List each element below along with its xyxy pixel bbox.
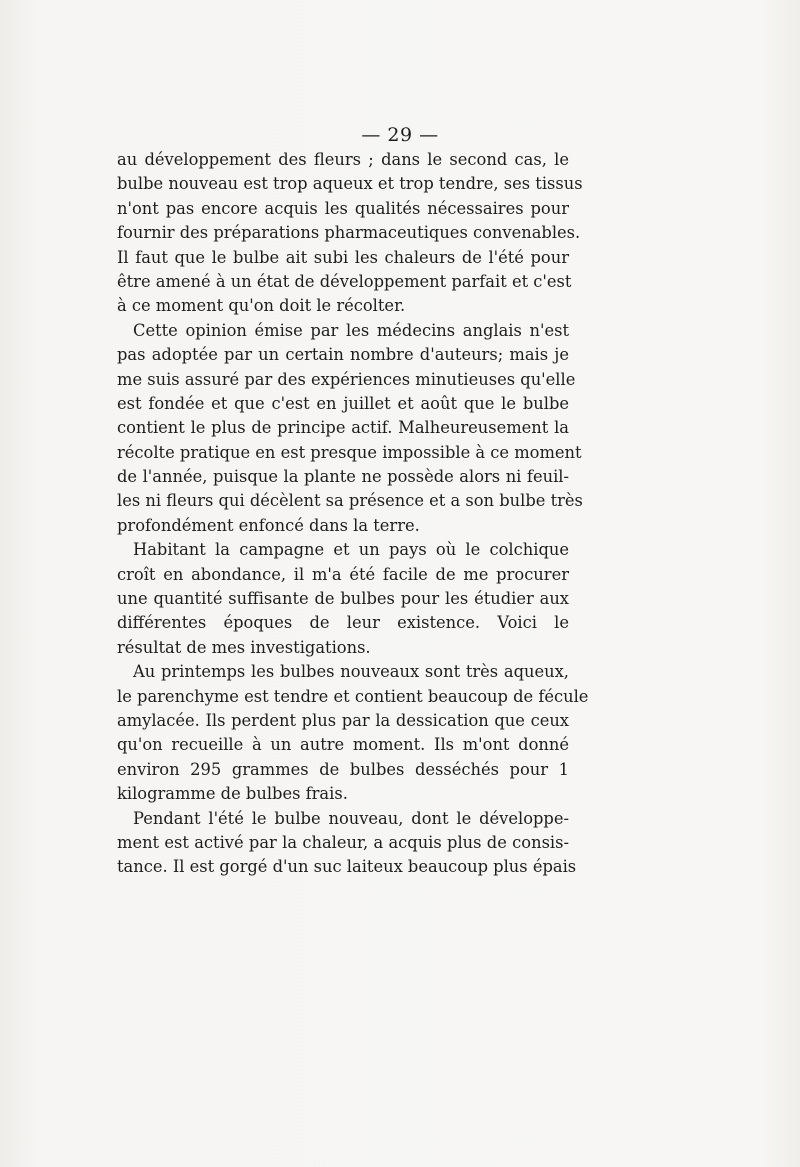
text-line: le parenchyme est tendre et contient beaucoup de fécule (117, 686, 589, 706)
text-line: croît en abondance, il m'a été facile de me procurer (117, 564, 569, 584)
text-line: tance. Il est gorgé d'un suc laiteux beaucoup plus épais (117, 857, 577, 877)
text-line: amylacée. Ils perdent plus par la dessication que ceux (117, 710, 569, 730)
text-line: Pendant l'été le bulbe nouveau, dont le développe- (133, 808, 569, 828)
text-line: qu'on recueille à un autre moment. Ils m'ont donné (117, 735, 569, 755)
page-number: — 29 — (361, 124, 439, 146)
text-line: kilogramme de bulbes frais. (117, 784, 348, 804)
text-line: de l'année, puisque la plante ne possède alors ni feuil- (117, 467, 569, 487)
text-line: récolte pratique en est presque impossible à ce moment (117, 442, 582, 462)
text-line: à ce moment qu'on doit le récolter. (117, 296, 406, 316)
text-line: Il faut que le bulbe ait subi les chaleurs de l'été pour (117, 247, 569, 267)
text-line: profondément enfoncé dans la terre. (117, 515, 420, 535)
paragraph-3 (117, 538, 569, 660)
paragraph-2 (117, 319, 583, 539)
text-line: au développement des fleurs ; dans le second cas, le (117, 150, 569, 169)
text-line: résultat de mes investigations. (117, 637, 371, 657)
paragraph-5 (117, 807, 577, 880)
text-line: n'ont pas encore acquis les qualités nécessaires pour (117, 198, 569, 218)
text-line: différentes époques de leur existence. Voici le (117, 613, 569, 633)
text-line: me suis assuré par des expériences minutieuses qu'elle (117, 369, 576, 389)
text-line: ment est activé par la chaleur, a acquis plus de consis- (117, 832, 569, 852)
text-line: une quantité suffisante de bulbes pour les étudier aux (117, 589, 569, 609)
text-line: environ 295 grammes de bulbes desséchés pour 1 (117, 759, 569, 779)
text-line: être amené à un état de développement parfait et c'est (117, 271, 572, 291)
text-line: bulbe nouveau est trop aqueux et trop tendre, ses tissus (117, 174, 583, 194)
text-line: est fondée et que c'est en juillet et août que le bulbe (117, 393, 569, 413)
text-line: fournir des préparations pharmaceutiques convenables. (117, 223, 581, 243)
text-line: contient le plus de principe actif. Malheureusement la (117, 418, 569, 438)
text-line: Habitant la campagne et un pays où le colchique (133, 540, 569, 560)
text-line: pas adoptée par un certain nombre d'auteurs; mais je (117, 345, 569, 365)
text-line: les ni fleurs qui décèlent sa présence et a son bulbe très (117, 491, 583, 511)
text-line: Au printemps les bulbes nouveaux sont très aqueux, (133, 662, 569, 682)
paragraph-4 (117, 660, 589, 806)
body-text (117, 148, 589, 880)
text-line: Cette opinion émise par les médecins anglais n'est (133, 320, 569, 340)
paragraph-1 (117, 148, 583, 319)
